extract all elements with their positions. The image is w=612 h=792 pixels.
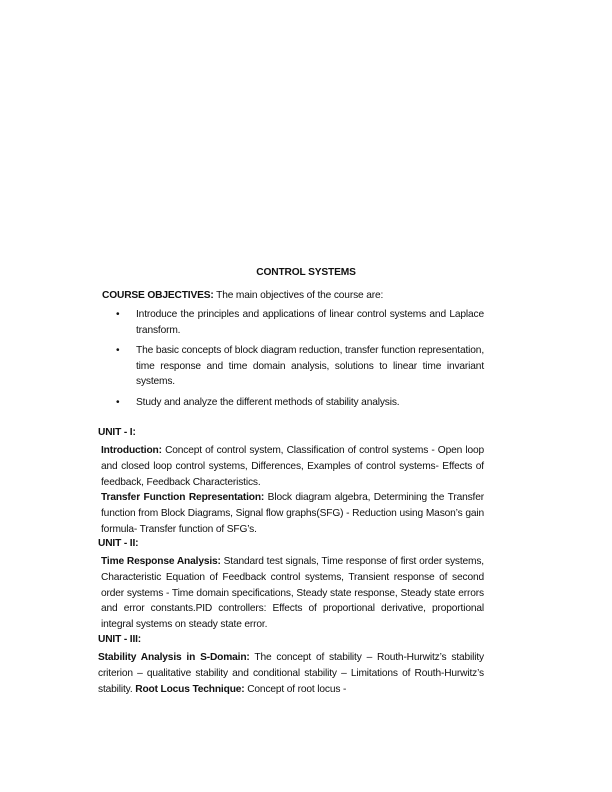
unit-1-heading: UNIT - I: [98,427,136,438]
objectives-label: COURSE OBJECTIVES: [102,290,214,301]
unit-2-time-response [101,554,484,633]
unit-1-introduction [101,443,484,490]
paragraph-label: Root Locus Technique: [135,683,245,695]
course-objectives [102,290,492,301]
document-title: CONTROL SYSTEMS [256,267,356,278]
unit-1-transfer-function [101,490,484,537]
objectives-text: The main objectives of the course are: [213,290,384,301]
paragraph-label: Transfer Function Representation: [101,492,265,503]
paragraph-label: Introduction: [101,445,162,456]
unit-2-heading: UNIT - II: [98,538,139,549]
objective-item: • The basic concepts of block diagram reduction, transfer function representation, time response and time domain analysis, solutions to linear time invariant systems. [116,343,484,390]
paragraph-label: Time Response Analysis: [101,556,221,567]
objective-item: • Study and analyze the different methods of stability analysis. [116,395,484,411]
objectives-list [116,307,484,416]
paragraph-label: Stability Analysis in S-Domain: [98,652,250,663]
paragraph-text: Concept of control system, Classification of control systems - Open loop and closed loop control systems, Differences, Examples of control systems- Effects of feedback, Feedback Characteristics. [101,445,484,488]
paragraph-text: Block diagram algebra, Determining the Transfer function from Block Diagrams, Signal flow graphs(SFG) - Reduction using Mason’s gain formula- Transfer function of SFG’s. [101,492,484,535]
unit-3-stability [98,650,484,697]
paragraph-text: The concept of stability – Routh-Hurwitz’s stability criterion – qualitative stability and conditional stability – Limitations of Routh-Hurwitz’s stability. [98,652,484,695]
paragraph-text: Standard test signals, Time response of first order systems, Characteristic Equation of Feedback control systems, Transient response of second order systems - Time domain specifications, Steady state response, Steady state errors and error constants.PID controllers: Effects of proportional derivative, proportional integral systems on steady state error. [101,556,484,631]
objective-item: • Introduce the principles and applications of linear control systems and Laplace transform. [116,307,484,338]
paragraph-text: Concept of root locus - [244,683,347,695]
unit-3-heading: UNIT - III: [98,634,142,645]
